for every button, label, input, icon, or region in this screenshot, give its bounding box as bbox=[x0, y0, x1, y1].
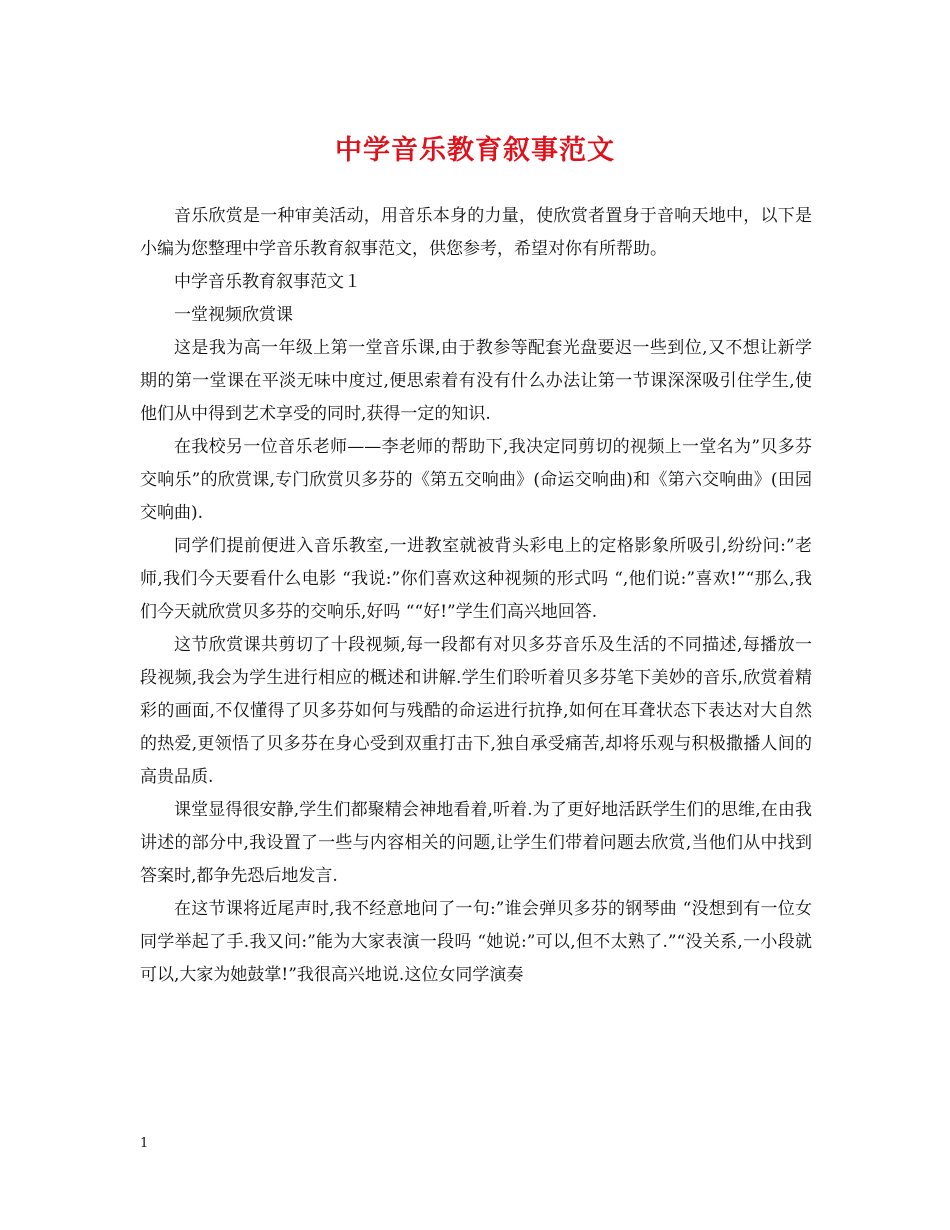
paragraph-body: 这节欣赏课共剪切了十段视频,每一段都有对贝多芬音乐及生活的不同描述,每播放一段视频,我会为学生进行相应的概述和讲解.学生们聆听着贝多芬笔下美妙的音乐,欣赏着精彩的画面,不仅懂得了贝多芬如何与残酷的命运进行抗挣,如何在耳聋状态下表达对大自然的热爱,更领悟了贝多芬在身心受到双重打击下,独自承受痛苦,却将乐观与积极撒播人间的高贵品质. bbox=[140, 635, 812, 787]
paragraph-body: 课堂显得很安静,学生们都聚精会神地看着,听着.为了更好地活跃学生们的思维,在由我讲述的部分中,我设置了一些与内容相关的问题,让学生们带着问题去欣赏,当他们从中找到答案时,都争先恐后地发言. bbox=[140, 800, 812, 886]
paragraph-body: 在这节课将近尾声时,我不经意地问了一句:”谁会弹贝多芬的钢琴曲 “没想到有一位女同学举起了手.我又问:”能为大家表演一段吗 “她说:”可以,但不太熟了.”“没关系,一小段就可以,大家为她鼓掌!”我很高兴地说.这位女同学演奏 bbox=[140, 899, 812, 985]
paragraph-body: 同学们提前便进入音乐教室,一进教室就被背头彩电上的定格影象所吸引,纷纷问:”老师,我们今天要看什么电影 “我说:”你们喜欢这种视频的形式吗 “,他们说:”喜欢!”“那么,我们今天就欣赏贝多芬的交响乐,好吗 ““好!”学生们高兴地回答. bbox=[140, 536, 812, 622]
document-title: 中学音乐教育叙事范文 bbox=[335, 135, 615, 166]
paragraph-body: 这是我为高一年级上第一堂音乐课,由于教参等配套光盘要迟一些到位,又不想让新学期的第一堂课在平淡无味中度过,便思索着有没有什么办法让第一节课深深吸引住学生,使他们从中得到艺术享受的同时,获得一定的知识. bbox=[140, 338, 812, 424]
paragraph-intro: 音乐欣赏是一种审美活动，用音乐本身的力量，使欣赏者置身于音响天地中，以下是小编为您整理中学音乐教育叙事范文，供您参考，希望对你有所帮助。 bbox=[140, 206, 812, 259]
paragraph-body: 在我校另一位音乐老师——李老师的帮助下,我决定同剪切的视频上一堂名为”贝多芬交响乐”的欣赏课,专门欣赏贝多芬的《第五交响曲》(命运交响曲)和《第六交响曲》(田园交响曲). bbox=[140, 437, 812, 523]
document-body bbox=[140, 200, 812, 992]
paragraph-subtitle: 一堂视频欣赏课 bbox=[174, 305, 293, 325]
page-number: 1 bbox=[140, 1136, 149, 1151]
paragraph-section-heading: 中学音乐教育叙事范文１ bbox=[174, 272, 361, 292]
